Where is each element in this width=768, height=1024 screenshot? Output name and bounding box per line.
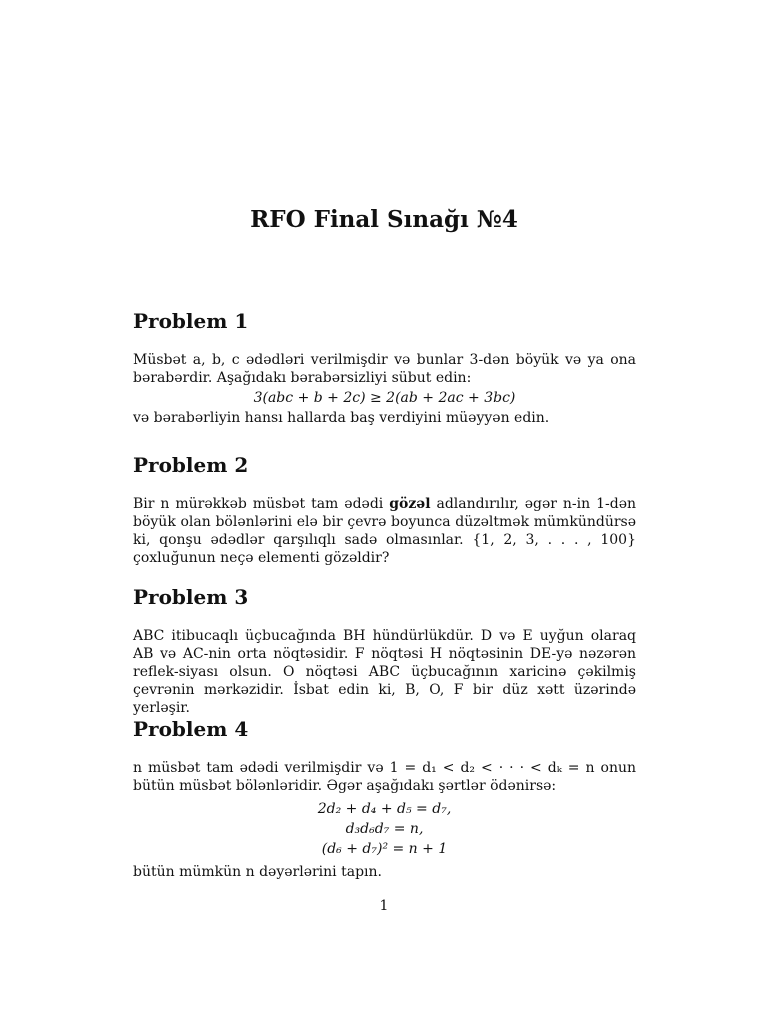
bold-term: gözəl	[389, 496, 431, 512]
problem-text: Müsbət a, b, c ədədləri verilmişdir və bunlar 3-dən böyük və ya ona bərabərdir. Aşağıdakı bərabərsizliyi sübut edin:	[133, 352, 636, 386]
problem-1	[133, 309, 636, 427]
problem-text: n müsbət tam ədədi verilmişdir və 1 = d₁ < d₂ < · · · < dₖ = n onun bütün müsbət bölənləridir. Əgər aşağıdakı şərtlər ödənirsə:	[133, 760, 636, 794]
problem-heading: Problem 4	[133, 717, 249, 741]
text-segment: adlandırılır, əgər n-in 1-dən böyük olan bölənlərini elə bir çevrə boyunca düzəltmək mümkündürsə ki, qonşu ədədlər qarşılıqlı sadə olmasınlar. {1, 2, 3, . . . , 100} çoxluğunun neçə elementi gözəldir?	[133, 496, 637, 566]
equation-system	[133, 799, 636, 859]
equation-line: d₃d₆d₇ = n,	[345, 821, 424, 837]
display-formula: 3(abc + b + 2c) ≥ 2(ab + 2ac + 3bc)	[253, 390, 516, 406]
equation-line: (d₆ + d₇)² = n + 1	[321, 841, 448, 857]
problem-text	[133, 495, 636, 567]
problem-heading: Problem 1	[133, 309, 249, 333]
text-segment: Bir n mürəkkəb müsbət tam ədədi	[133, 496, 384, 512]
document-title: RFO Final Sınağı №4	[250, 206, 518, 233]
page-number: 1	[379, 898, 389, 914]
problem-2	[133, 453, 636, 567]
problem-text: bütün mümkün n dəyərlərini tapın.	[133, 864, 382, 880]
problem-3	[133, 585, 636, 717]
problem-4	[133, 717, 636, 881]
equation-line: 2d₂ + d₄ + d₅ = d₇,	[317, 801, 452, 817]
problem-heading: Problem 2	[133, 453, 249, 477]
problem-heading: Problem 3	[133, 585, 249, 609]
problem-text: və bərabərliyin hansı hallarda baş verdiyini müəyyən edin.	[133, 410, 550, 426]
problem-text: ABC itibucaqlı üçbucağında BH hündürlükdür. D və E uyğun olaraq AB və AC-nin orta nöqtəsidir. F nöqtəsi H nöqtəsinin DE-yə nəzərən reflek-siyası olsun. O nöqtəsi ABC üçbucağının xaricinə çəkilmiş çevrənin mərkəzidir. İsbat edin ki, B, O, F bir düz xətt üzərində yerləşir.	[133, 628, 636, 716]
